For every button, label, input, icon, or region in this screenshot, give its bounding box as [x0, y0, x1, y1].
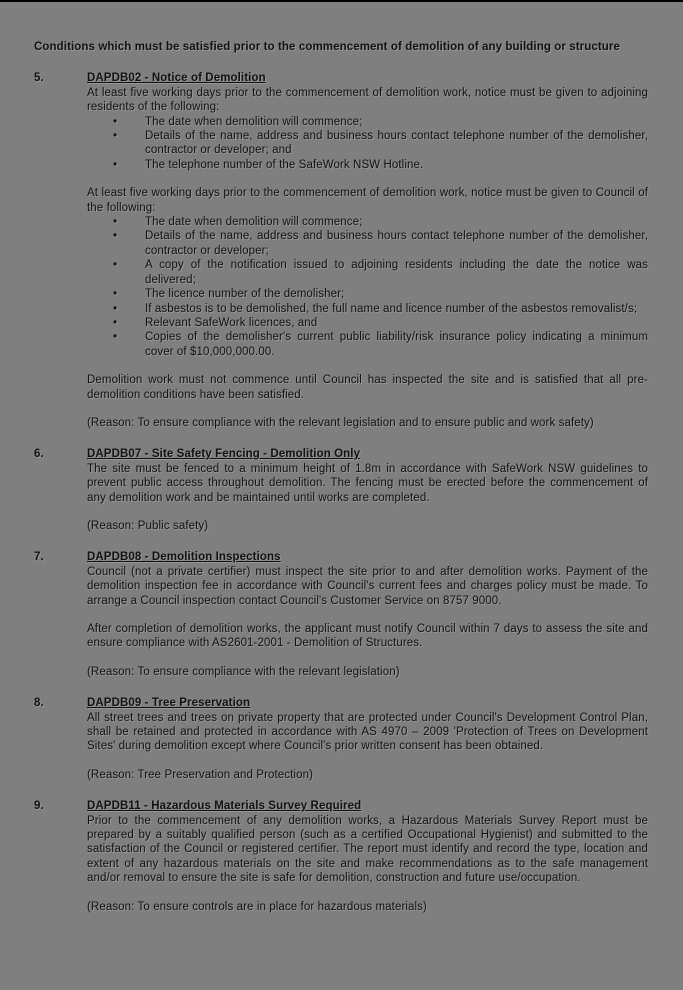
bullet-item: [87, 129, 648, 158]
condition-item: [34, 799, 648, 914]
bullet-text: If asbestos is to be demolished, the full name and licence number of the asbestos removalist/s;: [145, 302, 638, 315]
document-title: Conditions which must be satisfied prior to the commencement of demolition of any building or structure: [34, 41, 620, 53]
item-number: 8.: [34, 697, 44, 710]
bullet-icon: •: [113, 216, 118, 229]
scan-edge-line: [0, 0, 683, 2]
reason-note: (Reason: To ensure compliance with the relevant legislation and to ensure public and work safety): [87, 416, 594, 429]
reason-note: (Reason: To ensure controls are in place for hazardous materials): [87, 900, 427, 913]
bullet-text: The licence number of the demolisher;: [145, 288, 345, 301]
item-paragraph: All street trees and trees on private property that are protected under Council's Development Control Plan, shall be retained and protected in accordance with AS 4970 – 2009 'Protection of Trees on Development Sites' during demolition except where Council's prior written consent has been obtained.: [87, 711, 648, 753]
bullet-item: [87, 330, 648, 359]
item-heading: DAPDB11 - Hazardous Materials Survey Required: [87, 800, 362, 813]
item-number: 9.: [34, 800, 44, 813]
bullet-icon: •: [113, 158, 118, 171]
item-content: [87, 799, 648, 914]
bullet-text: Copies of the demolisher's current public liability/risk insurance policy indicating a minimum cover of $10,000,000.00.: [145, 331, 648, 358]
item-paragraph: At least five working days prior to the commencement of demolition work, notice must be given to adjoining residents of the following:: [87, 86, 648, 114]
bullet-icon: •: [113, 130, 118, 143]
item-content: [87, 71, 648, 430]
bullet-icon: •: [113, 316, 118, 329]
reason-note: (Reason: Public safety): [87, 519, 209, 532]
bullet-text: A copy of the notification issued to adjoining residents including the date the notice was delivered;: [145, 259, 648, 286]
bullet-text: The date when demolition will commence;: [145, 216, 363, 229]
bullet-list: [87, 115, 648, 173]
bullet-item: [87, 115, 648, 129]
bullet-list: [87, 215, 648, 359]
bullet-item: [87, 258, 648, 287]
bullet-item: [87, 158, 648, 172]
item-heading: DAPDB07 - Site Safety Fencing - Demolition Only: [87, 448, 361, 461]
item-paragraph: Prior to the commencement of any demolition works, a Hazardous Materials Survey Report must be prepared by a suitably qualified person (such as a certified Occupational Hygienist) and submitted to the satisfaction of the Council or registered certifier. The report must identify and record the type, location and extent of any hazardous materials on the site and make recommendations as to the safe management and/or removal to ensure the site is safe for demolition, construction and future use/occupation.: [87, 814, 648, 885]
bullet-item: [87, 215, 648, 229]
item-number: 7.: [34, 551, 44, 564]
condition-item: [34, 696, 648, 782]
item-number: 6.: [34, 448, 44, 461]
item-heading: DAPDB08 - Demolition Inspections: [87, 551, 281, 564]
item-content: [87, 696, 648, 782]
reason-note: (Reason: Tree Preservation and Protection): [87, 768, 314, 781]
bullet-icon: •: [113, 302, 118, 315]
conditions-list: [34, 71, 648, 914]
bullet-item: [87, 229, 648, 258]
bullet-icon: •: [113, 259, 118, 272]
bullet-text: Details of the name, address and business hours contact telephone number of the demolisher, contractor or developer;: [145, 230, 648, 257]
item-paragraph: The site must be fenced to a minimum height of 1.8m in accordance with SafeWork NSW guidelines to prevent public access throughout demolition. The fencing must be erected before the commencement of any demolition work and be maintained until works are completed.: [87, 462, 648, 504]
bullet-text: The telephone number of the SafeWork NSW Hotline.: [145, 158, 424, 171]
bullet-icon: •: [113, 331, 118, 344]
item-paragraph: Council (not a private certifier) must inspect the site prior to and after demolition works. Payment of the demolition inspection fee in accordance with Council's current fees and charges policy must be made. To arrange a Council inspection contact Council's Customer Service on 8757 9000.: [87, 565, 648, 607]
item-paragraph: At least five working days prior to the commencement of demolition work, notice must be given to Council of the following:: [87, 187, 648, 214]
item-content: [87, 550, 648, 679]
bullet-item: [87, 287, 648, 301]
condition-item: [34, 447, 648, 533]
item-paragraph: Demolition work must not commence until Council has inspected the site and is satisfied that all pre-demolition conditions have been satisfied.: [87, 374, 648, 401]
condition-item: [34, 71, 648, 430]
bullet-icon: •: [113, 115, 118, 128]
item-content: [87, 447, 648, 533]
reason-note: (Reason: To ensure compliance with the relevant legislation): [87, 665, 400, 678]
bullet-item: [87, 302, 648, 316]
bullet-icon: •: [113, 230, 118, 243]
bullet-text: Relevant SafeWork licences, and: [145, 316, 318, 329]
item-paragraph: After completion of demolition works, the applicant must notify Council within 7 days to assess the site and ensure compliance with AS2601-2001 - Demolition of Structures.: [87, 623, 648, 650]
item-heading: DAPDB02 - Notice of Demolition: [87, 72, 266, 85]
item-heading: DAPDB09 - Tree Preservation: [87, 697, 251, 710]
bullet-icon: •: [113, 288, 118, 301]
bullet-text: The date when demolition will commence;: [145, 115, 363, 128]
bullet-text: Details of the name, address and business hours contact telephone number of the demolisher, contractor or developer; and: [145, 130, 648, 157]
bullet-item: [87, 316, 648, 330]
item-number: 5.: [34, 72, 44, 85]
condition-item: [34, 550, 648, 679]
